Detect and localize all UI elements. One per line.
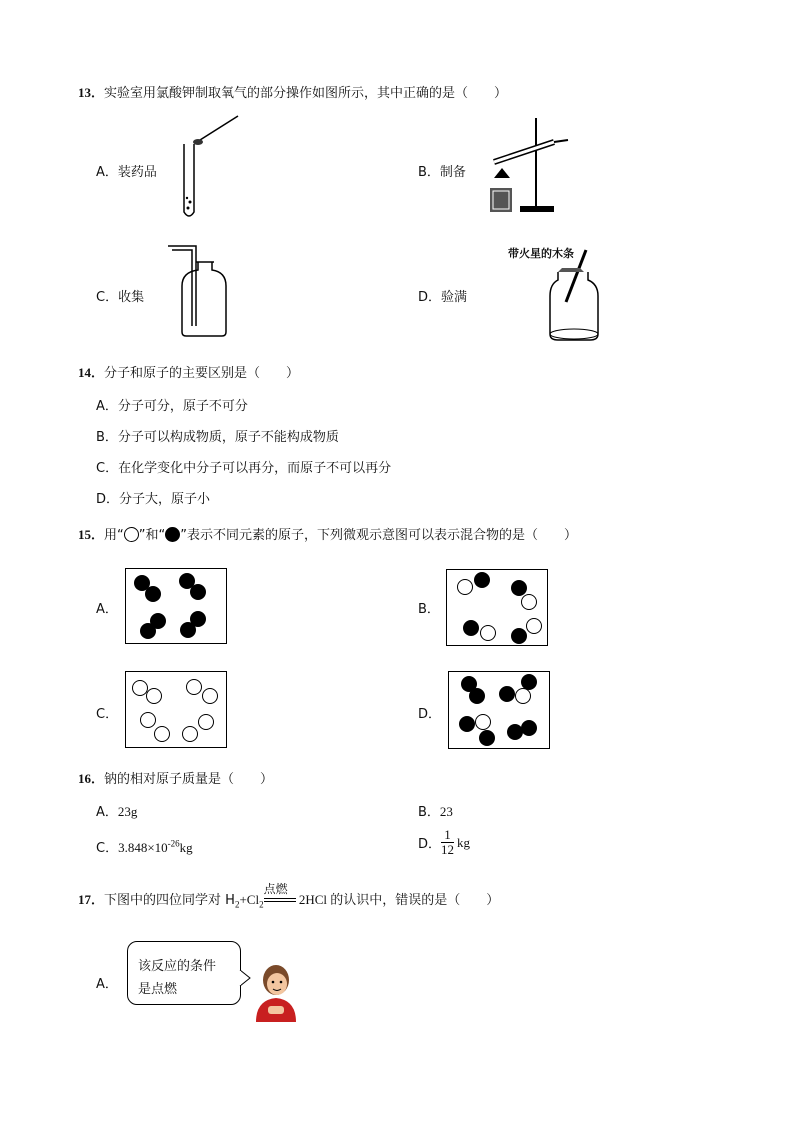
black-atom [479,730,495,746]
subscript: 2 [234,899,240,910]
q13-option-a [96,161,157,180]
q17-stem [78,881,500,910]
q15-text-a: 用“ [104,528,124,543]
q15-diagram-c [125,671,227,748]
option-text: 分子大，原子小 [119,492,211,507]
q15-text-b: ”和“ [138,528,166,543]
q15-number: 15． [78,527,105,542]
q13-stem [78,82,507,101]
q15-option-a: A． [96,602,118,617]
q16-text: 钠的相对原子质量是（ ） [104,772,274,787]
option-text: 23 [439,804,453,819]
fraction [441,828,454,857]
q17-number: 17． [78,892,105,907]
black-atom [140,623,156,639]
fraction-denominator: 12 [441,842,455,857]
option-letter: D． [96,492,120,507]
option-letter: A． [96,399,118,414]
q15-text-c: ”表示不同元素的原子，下列微观示意图可以表示混合物的是（ ） [180,528,577,543]
option-letter: B． [418,165,440,180]
white-atom [140,712,156,728]
white-atom [521,594,537,610]
black-atom [474,572,490,588]
test-tube-loading-figure [178,112,242,222]
option-text: 23g [117,804,138,819]
black-atom [145,586,161,602]
q14-number: 14． [78,365,105,380]
black-atom [190,584,206,600]
q17-option-a: A． [96,977,118,992]
q16-option-a [96,801,137,820]
speech-bubble [127,941,241,1005]
q17-text-a: 下图中的四位同学对 H [104,893,235,908]
unit: kg [179,840,193,855]
white-atom-icon [124,527,139,542]
q15-stem [78,524,577,543]
q13-option-d [418,286,467,305]
white-atom [457,579,473,595]
white-atom [475,714,491,730]
white-atom [146,688,162,704]
q14-option-c [96,457,391,476]
q16-option-b [418,801,453,820]
q16-number: 16． [78,771,105,786]
q13-number: 13． [78,85,105,100]
option-text: 收集 [118,290,145,305]
white-atom [198,714,214,730]
black-atom [499,686,515,702]
black-atom [511,628,527,644]
heating-apparatus-figure [484,114,574,216]
black-atom [511,580,527,596]
speech-bubble-line-2: 是点燃 [138,982,178,997]
option-text: 分子可以构成物质，原子不能构成物质 [117,430,339,445]
q13-option-c [96,286,144,305]
option-letter: B． [418,805,440,820]
student-cartoon [250,960,302,1022]
option-letter: D． [418,837,442,852]
white-atom [526,618,542,634]
white-atom [186,679,202,695]
q16-stem [78,768,273,787]
option-letter: C． [96,841,119,856]
option-text: 在化学变化中分子可以再分，而原子不可以再分 [118,461,392,476]
option-letter: A． [96,805,118,820]
oxygen-test-bottle-figure [544,246,604,344]
black-atom [521,720,537,736]
q15-option-b: B． [418,602,440,617]
glowing-splint-caption: 带火星的木条 [508,247,574,260]
exponent: -26 [167,838,180,849]
q15-diagram-b [446,569,548,646]
option-text: 验满 [441,290,468,305]
q17-text-b: 2HCl 的认识中，错误的是（ ） [295,892,500,907]
option-text: 制备 [439,165,466,180]
q14-text: 分子和原子的主要区别是（ ） [104,366,300,381]
unit: kg [457,834,471,850]
q15-diagram-a [125,568,227,644]
q14-option-d [96,488,210,507]
subscript: 2 [259,899,264,910]
black-atom [459,716,475,732]
equals-sign [264,898,296,902]
black-atom [463,620,479,636]
q15-diagram-d [448,671,550,749]
option-letter: B． [96,430,118,445]
white-atom [182,726,198,742]
option-letter: D． [418,290,442,305]
q16-option-d [418,828,470,857]
reaction-condition: 点燃 [263,881,288,896]
q15-option-d: D． [418,707,442,722]
reaction-arrow [263,881,296,908]
option-text: 分子可分，原子不可分 [117,399,248,414]
q14-option-b [96,426,339,445]
white-atom [515,688,531,704]
option-letter: C． [96,290,119,305]
white-atom [480,625,496,641]
white-atom [202,688,218,704]
q17-reactant: +Cl [239,892,260,907]
white-atom [154,726,170,742]
option-text: 装药品 [117,165,157,180]
speech-bubble-line-1: 该反应的条件 [138,959,217,974]
gas-collection-bottle-figure [164,242,234,340]
q15-option-c: C． [96,707,119,722]
q14-option-a [96,395,248,414]
black-atom [469,688,485,704]
q13-text: 实验室用氯酸钾制取氧气的部分操作如图所示，其中正确的是（ ） [104,86,508,101]
q13-option-b [418,161,466,180]
option-letter: A． [96,165,118,180]
black-atom-icon [165,527,180,542]
q14-stem [78,362,299,381]
option-text: 3.848×10 [118,840,168,855]
option-letter: C． [96,461,119,476]
q16-option-c [96,837,193,856]
black-atom [180,622,196,638]
fraction-numerator: 1 [441,828,454,843]
